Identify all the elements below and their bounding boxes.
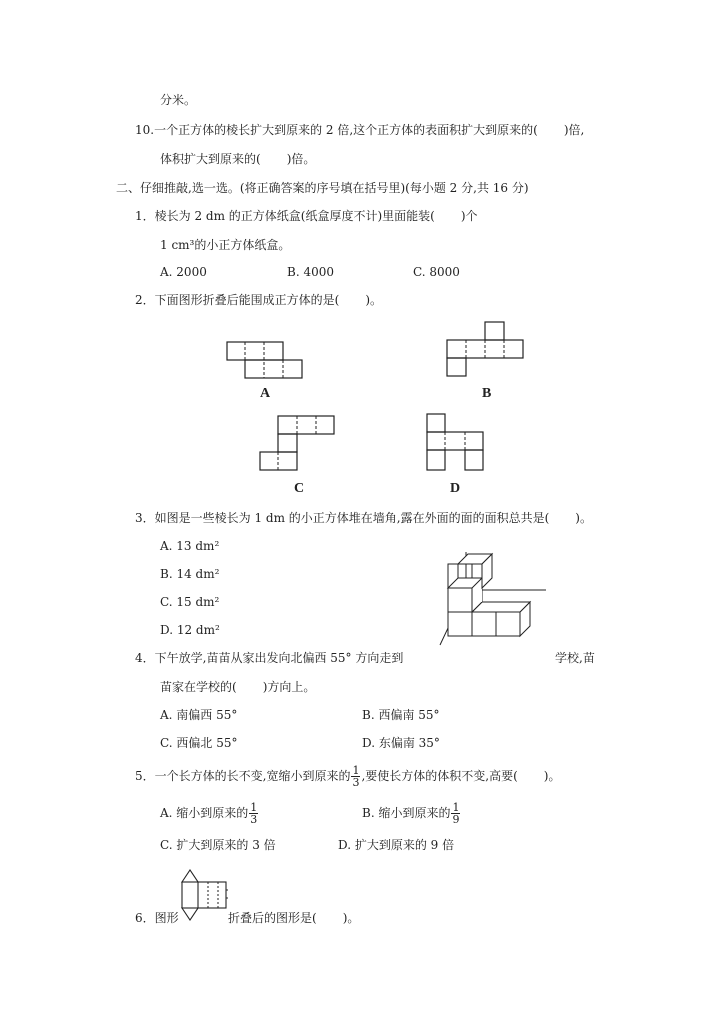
q1-option-a[interactable]: A. 2000 — [160, 265, 207, 279]
question-4-line1b: 学校,苗 — [555, 651, 595, 665]
continuation-text: 分米。 — [160, 93, 197, 107]
net-label-a: A — [260, 386, 271, 401]
question-5-line — [135, 763, 560, 789]
q5-text-c: )。 — [543, 769, 561, 783]
q6-text-c: )。 — [342, 911, 360, 925]
q5-option-b-denominator: 9 — [452, 813, 460, 826]
net-figure-b — [445, 320, 525, 380]
question-10-line1 — [135, 122, 584, 138]
q5-option-b-text: B. 缩小到原来的 — [362, 806, 451, 820]
q3-text-b: )。 — [575, 511, 592, 525]
q5-option-a-fraction — [249, 802, 258, 825]
q2-text-b: )。 — [365, 293, 383, 307]
q2-text-a: 2．下面图形折叠后能围成正方体的是( — [135, 293, 340, 307]
q4-option-a[interactable]: A. 南偏西 55° — [160, 708, 238, 722]
question-3-line — [135, 510, 592, 526]
q10-text-b: )倍, — [563, 123, 585, 137]
question-2-line — [135, 292, 382, 308]
q4-option-c[interactable]: C. 西偏北 55° — [160, 736, 238, 750]
section-2-heading: 二、仔细推敲,选一选。(将正确答案的序号填在括号里)(每小题 2 分,共 16 分) — [116, 181, 529, 195]
q5-option-a[interactable] — [160, 800, 259, 826]
net-figure-a — [225, 340, 305, 380]
q5-option-d[interactable]: D. 扩大到原来的 9 倍 — [338, 838, 455, 852]
q3-text-a: 3．如图是一些棱长为 1 dm 的小正方体堆在墙角,露在外面的面的面积总共是( — [135, 511, 550, 525]
q5-fraction — [351, 765, 360, 788]
q1-text-a: 1．棱长为 2 dm 的正方体纸盒(纸盒厚度不计)里面能装( — [135, 209, 435, 223]
question-6-line — [228, 910, 359, 926]
q3-option-d[interactable]: D. 12 dm² — [160, 623, 220, 637]
q5-option-a-numerator: 1 — [250, 801, 258, 814]
q5-text-a: 5．一个长方体的长不变,宽缩小到原来的 — [135, 769, 351, 783]
q3-option-a[interactable]: A. 13 dm² — [160, 539, 220, 553]
question-4-line1a: 4．下午放学,苗苗从家出发向北偏西 55° 方向走到 — [135, 651, 404, 665]
question-1-line1 — [135, 208, 478, 224]
q5-option-c[interactable]: C. 扩大到原来的 3 倍 — [160, 838, 276, 852]
q5-option-b-fraction — [451, 802, 460, 825]
q5-fraction-denominator: 3 — [352, 776, 360, 789]
q3-option-c[interactable]: C. 15 dm² — [160, 595, 220, 609]
q5-option-b-numerator: 1 — [452, 801, 460, 814]
q6-text-b: 折叠后的图形是( — [228, 911, 317, 925]
q5-text-b: ,要使长方体的体积不变,高要( — [361, 769, 518, 783]
q5-option-b[interactable] — [362, 800, 461, 826]
q4-text-c: 苗家在学校的( — [160, 680, 237, 694]
q10-text-a: 10.一个正方体的棱长扩大到原来的 2 倍,这个正方体的表面积扩大到原来的( — [135, 123, 538, 137]
q1-text-b: )个 — [460, 209, 478, 223]
net-label-c: C — [294, 481, 305, 496]
q3-option-b[interactable]: B. 14 dm² — [160, 567, 220, 581]
cube-stack-figure — [436, 550, 551, 650]
question-1-line2: 1 cm³的小正方体纸盒。 — [160, 238, 291, 252]
q4-option-b[interactable]: B. 西偏南 55° — [362, 708, 440, 722]
net-label-d: D — [450, 481, 461, 496]
q6-net-figure — [180, 868, 232, 924]
q1-option-c[interactable]: C. 8000 — [413, 265, 460, 279]
q5-option-a-denominator: 3 — [250, 813, 258, 826]
q10-text-c: 体积扩大到原来的( — [160, 152, 261, 166]
net-label-b: B — [482, 386, 492, 401]
q1-option-b[interactable]: B. 4000 — [287, 265, 334, 279]
question-6-text-a: 6．图形 — [135, 911, 179, 925]
net-figure-d — [425, 412, 485, 474]
net-figure-c — [258, 414, 338, 474]
question-10-line2 — [160, 151, 315, 167]
question-4-line2 — [160, 679, 315, 695]
q5-fraction-numerator: 1 — [352, 764, 360, 777]
q4-text-d: )方向上。 — [262, 680, 316, 694]
q4-option-d[interactable]: D. 东偏南 35° — [362, 736, 440, 750]
q5-option-a-text: A. 缩小到原来的 — [160, 806, 249, 820]
q10-text-d: )倍。 — [286, 152, 316, 166]
